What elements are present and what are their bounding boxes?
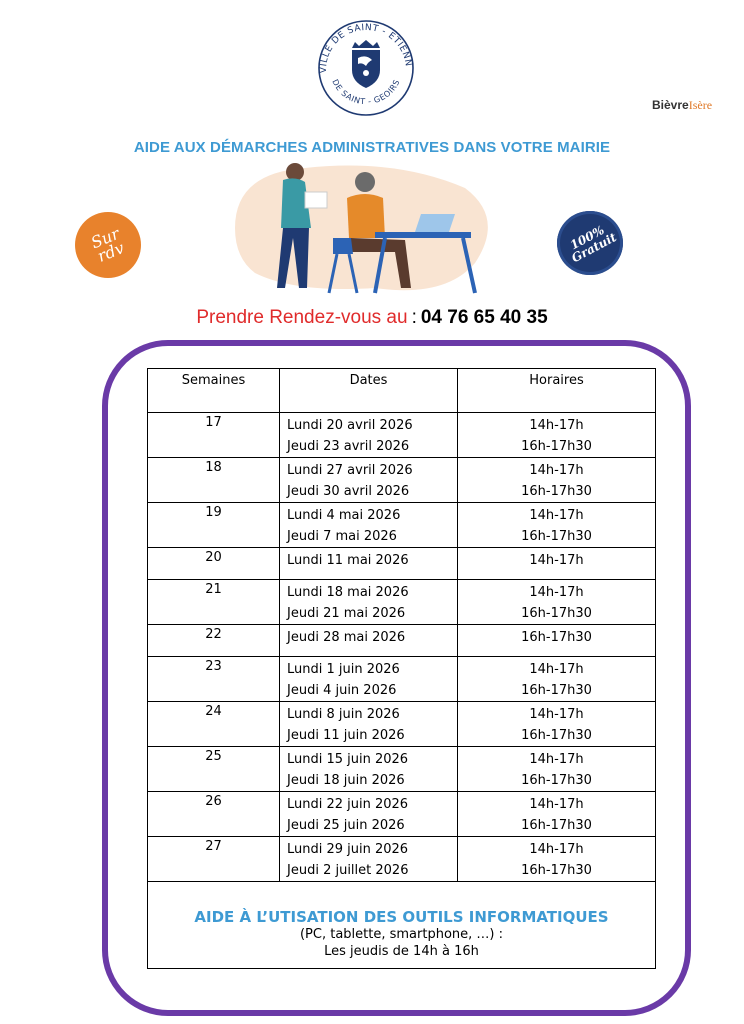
hours-cell [458,702,656,747]
dates-cell [280,657,458,702]
by-appointment-text: Sur rdv [88,223,127,266]
hours-line: 14h-17h [529,508,584,523]
week-cell: 17 [148,413,280,458]
date-line: Jeudi 18 juin 2026 [287,773,405,788]
hours-line: 14h-17h [529,585,584,600]
date-line: Lundi 20 avril 2026 [287,418,413,433]
hours-line: 16h-17h30 [521,818,592,833]
date-line: Jeudi 7 mai 2026 [287,529,397,544]
table-row [148,837,656,882]
week-cell: 26 [148,792,280,837]
free-text: 100% Gratuit [567,222,619,266]
schedule-table [147,368,656,969]
week-cell: 20 [148,548,280,580]
hours-line: 16h-17h30 [521,863,592,878]
town-seal-logo [302,18,430,118]
dates-cell [280,548,458,580]
header-hours: Horaires [458,369,656,413]
hours-line: 16h-17h30 [521,439,592,454]
hours-line: 16h-17h30 [521,606,592,621]
week-cell: 19 [148,503,280,548]
appointment-separator: : [411,307,417,328]
date-line: Lundi 4 mai 2026 [287,508,401,523]
hours-cell [458,413,656,458]
table-row [148,458,656,503]
date-line: Lundi 1 juin 2026 [287,662,400,677]
dates-cell [280,580,458,625]
hours-cell [458,458,656,503]
table-row [148,580,656,625]
date-line: Lundi 18 mai 2026 [287,585,409,600]
week-cell: 18 [148,458,280,503]
table-row [148,747,656,792]
date-line: Lundi 15 juin 2026 [287,752,409,767]
dates-cell [280,792,458,837]
table-row [148,702,656,747]
illustration-assistance [225,158,505,303]
week-cell: 21 [148,580,280,625]
table-row [148,657,656,702]
hours-cell [458,503,656,548]
hours-line: 16h-17h30 [521,484,592,499]
appointment-line [0,307,744,329]
date-line: Jeudi 11 juin 2026 [287,728,405,743]
by-appointment-badge [75,212,141,278]
week-cell: 23 [148,657,280,702]
date-line: Jeudi 4 juin 2026 [287,683,397,698]
hours-line: 16h-17h30 [521,773,592,788]
header-dates: Dates [280,369,458,413]
hours-line: 14h-17h [529,842,584,857]
hours-cell [458,657,656,702]
partner-name-light: Isère [688,98,713,112]
date-line: Lundi 22 juin 2026 [287,797,409,812]
dates-cell [280,702,458,747]
dates-cell [280,458,458,503]
footer-schedule: Les jeudis de 14h à 16h [324,944,479,959]
week-cell: 24 [148,702,280,747]
week-cell: 22 [148,625,280,657]
footer-row [148,882,656,969]
dates-cell [280,625,458,657]
hours-line: 16h-17h30 [521,529,592,544]
hours-cell [458,747,656,792]
hours-line: 16h-17h30 [521,630,592,645]
header-weeks: Semaines [148,369,280,413]
hours-cell [458,625,656,657]
date-line: Lundi 27 avril 2026 [287,463,413,478]
hours-cell [458,837,656,882]
phone-number[interactable]: 04 76 65 40 35 [420,307,548,328]
date-line: Jeudi 28 mai 2026 [287,630,406,645]
svg-text:DE SAINT - GEOIRS: DE SAINT - GEOIRS [330,77,402,107]
dates-cell [280,747,458,792]
footer-devices: (PC, tablette, smartphone, …) : [299,927,503,942]
table-row [148,548,656,580]
week-cell: 25 [148,747,280,792]
hours-line: 16h-17h30 [521,683,592,698]
dates-cell [280,837,458,882]
table-row [148,625,656,657]
hours-cell [458,548,656,580]
date-line: Lundi 29 juin 2026 [287,842,409,857]
hours-line: 14h-17h [529,662,584,677]
hours-line: 14h-17h [529,553,584,568]
bievre-isere-logo [652,98,712,113]
date-line: Jeudi 2 juillet 2026 [287,863,409,878]
dates-cell [280,503,458,548]
date-line: Jeudi 21 mai 2026 [287,606,406,621]
date-line: Jeudi 23 avril 2026 [287,439,410,454]
table-header-row [148,369,656,413]
appointment-label: Prendre Rendez-vous au [196,307,408,328]
footer-cell [148,882,656,969]
hours-line: 14h-17h [529,463,584,478]
hours-line: 14h-17h [529,797,584,812]
table-row [148,503,656,548]
hours-cell [458,792,656,837]
partner-name-bold: Bièvre [652,98,689,112]
hours-line: 14h-17h [529,752,584,767]
page-title: AIDE AUX DÉMARCHES ADMINISTRATIVES DANS VOTRE MAIRIE [133,139,611,156]
hours-line: 14h-17h [529,418,584,433]
footer-title: AIDE À L’UTISATION DES OUTILS INFORMATIQUES [194,908,609,926]
dates-cell [280,413,458,458]
table-row [148,413,656,458]
free-badge [557,211,623,275]
week-cell: 27 [148,837,280,882]
table-row [148,792,656,837]
date-line: Lundi 11 mai 2026 [287,553,409,568]
date-line: Jeudi 25 juin 2026 [287,818,405,833]
hours-line: 14h-17h [529,707,584,722]
svg-text:VILLE DE SAINT - ETIENNE: VILLE DE SAINT - ETIENN [318,22,413,74]
date-line: Jeudi 30 avril 2026 [287,484,410,499]
hours-line: 16h-17h30 [521,728,592,743]
hours-cell [458,580,656,625]
date-line: Lundi 8 juin 2026 [287,707,400,722]
